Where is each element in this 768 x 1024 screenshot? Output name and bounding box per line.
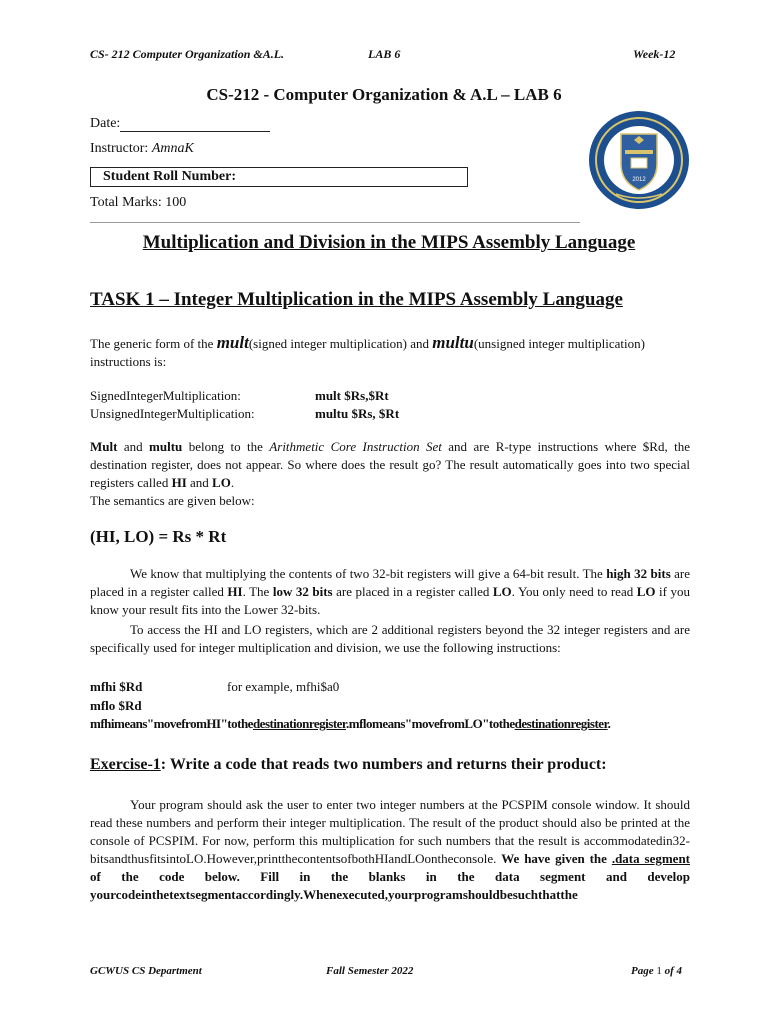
p2-text-a: belong to the <box>182 439 270 454</box>
p3-low: low 32 bits <box>272 584 333 599</box>
university-seal-icon <box>588 110 690 210</box>
task1-heading: TASK 1 – Integer Multiplication in the MIPS Assembly Language <box>90 289 623 310</box>
p3-text-e: . You only need to read <box>511 584 637 599</box>
roll-number-label: Student Roll Number: <box>103 169 237 184</box>
p2-lo: LO <box>212 475 231 490</box>
main-heading: Multiplication and Division in the MIPS Assembly Language <box>142 232 636 253</box>
p3-hi: HI <box>227 584 243 599</box>
p2-italic: Arithmetic Core Instruction Set <box>269 439 442 454</box>
p3-text-b: are placed in a register called <box>90 566 691 599</box>
document-title: CS-212 - Computer Organization & A.L – LAB 6 <box>206 85 562 104</box>
means-dest1: destinationregister <box>252 716 347 731</box>
p3-high: high 32 bits <box>606 566 671 581</box>
mfhi-code: mfhi $Rd <box>90 679 143 694</box>
footer-page-of: of 4 <box>664 965 683 977</box>
signed-label: SignedIntegerMultiplication: <box>90 388 241 403</box>
p3-lo2: LO <box>636 584 656 599</box>
intro-paragraph <box>90 334 690 371</box>
p3-text-d: are placed in a register called <box>332 584 493 599</box>
access-paragraph: To access the HI and LO registers, which are 2 additional registers beyond the 32 integer registers and are specifically used for integer multiplication and division, we use the following instructions: <box>90 622 690 655</box>
means-dest2: destinationregister <box>514 716 608 731</box>
header-course: CS- 212 Computer Organization &A.L. <box>90 47 285 61</box>
roll-number-box <box>90 167 468 187</box>
mfhi-mflo-meaning <box>90 715 730 733</box>
exercise-label: Exercise-1 <box>90 756 161 773</box>
rtype-paragraph <box>90 438 690 510</box>
footer-page-label: Page <box>631 965 654 977</box>
mult-keyword: mult <box>216 333 249 352</box>
intro-text-b: (signed integer multiplication) and <box>248 336 433 351</box>
signed-code: mult $Rs,$Rt <box>315 388 389 403</box>
unsigned-code: multu $Rs, $Rt <box>315 406 400 421</box>
university-emblem <box>588 110 690 210</box>
intro-text-c: (unsigned integer multiplication) instructions is: <box>90 336 645 369</box>
exercise-bold-b: of the code below. Fill in the blanks in the data segment and develop yourcodeinthetextsegmentaccordingly.Whenexecuted,yourprogramshouldbesuchthatthe <box>90 869 690 902</box>
p2-end: . <box>230 475 235 490</box>
multu-keyword: multu <box>432 333 474 352</box>
p3-text-c: . The <box>242 584 273 599</box>
date-label: Date: <box>90 116 121 131</box>
footer-semester: Fall Semester 2022 <box>326 965 414 977</box>
exercise-bold-a: We have given the <box>501 851 612 866</box>
date-line <box>90 116 270 132</box>
p3-lo: LO <box>492 584 512 599</box>
means-text-a: mfhimeans"movefromHI"tothe <box>90 716 253 731</box>
date-blank <box>120 117 270 132</box>
instructor-label: Instructor: <box>90 141 149 156</box>
bits-paragraph <box>90 565 690 619</box>
exercise-data-segment: .data segment <box>611 851 690 866</box>
p2-hi: HI <box>171 475 187 490</box>
p2-multu: multu <box>149 439 183 454</box>
footer-dept: GCWUS CS Department <box>90 965 202 977</box>
emblem-year: 2012 <box>632 177 646 183</box>
mflo-code: mflo $Rd <box>90 698 142 713</box>
p3-text-a: We know that multiplying the contents of two 32-bit registers will give a 64-bit result. The <box>130 566 607 581</box>
total-marks: Total Marks: 100 <box>90 195 187 210</box>
p2-and: and <box>117 439 150 454</box>
p2-and2: and <box>186 475 213 490</box>
p3-text-f: if you know your result fits into the Lower 32-bits. <box>90 584 690 617</box>
footer-page <box>631 965 682 977</box>
instructor-name: AmnaK <box>151 141 194 156</box>
header-week: Week-12 <box>633 47 676 61</box>
means-text-b: .mflomeans"movefromLO"tothe <box>346 716 515 731</box>
hi-lo-formula: (HI, LO) = Rs * Rt <box>90 527 227 546</box>
exercise-title: : Write a code that reads two numbers and returns their product: <box>160 756 607 773</box>
exercise-text-a: Your program should ask the user to enter two integer numbers at the PCSPIM console window. It should read these numbers and perform their integer multiplication. The result of the product should also be printed at the console of PCSPIM. For now, perform this multiplication for such numbers that the result is accommodatedin32-bitsandthusfitsintoLO.However,printthecontentsofbothHIandLOontheconsole. <box>90 797 690 866</box>
mfhi-example: for example, mfhi$a0 <box>227 679 340 694</box>
header-lab: LAB 6 <box>368 47 401 61</box>
p2-text-b: and are R-type instructions where $Rd, the destination register, does not appear. So where does the result go? The result automatically goes into two special registers called <box>90 439 690 490</box>
header-divider <box>90 222 580 223</box>
p2-mult: Mult <box>90 439 118 454</box>
p2-semantics: The semantics are given below: <box>90 493 255 508</box>
exercise-paragraph <box>90 796 690 904</box>
unsigned-label: UnsignedIntegerMultiplication: <box>90 406 255 421</box>
means-end: . <box>607 716 611 731</box>
exercise-heading <box>90 756 607 774</box>
instructor-line <box>90 141 194 157</box>
footer-page-number: 1 <box>656 965 662 977</box>
intro-text-a: The generic form of the <box>90 336 217 351</box>
